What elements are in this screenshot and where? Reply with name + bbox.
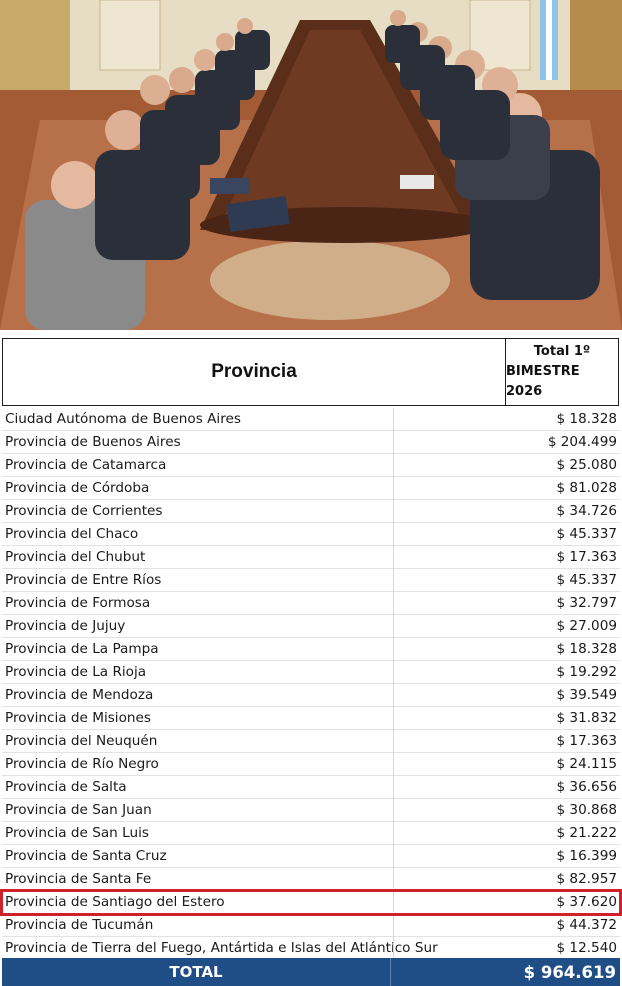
empty-cell [393,891,507,914]
empty-cell [393,523,507,546]
province-total: $ 45.337 [556,572,617,588]
table-body [2,408,620,960]
province-name: Provincia del Chaco [5,526,139,542]
province-total: $ 12.540 [556,940,617,956]
table-row [2,477,620,500]
empty-cell [393,546,507,569]
column-header-total-line2: BIMESTRE 2026 [506,364,580,399]
table-row [2,822,620,845]
total-value: $ 964.619 [523,962,616,982]
column-header-total [506,339,618,405]
table-row [2,500,620,523]
table-row [2,845,620,868]
empty-cell [393,431,507,454]
province-total: $ 45.337 [556,526,617,542]
empty-cell [393,569,507,592]
province-name: Provincia de Misiones [5,710,151,726]
table-row [2,753,620,776]
province-total: $ 36.656 [556,779,617,795]
province-total: $ 37.620 [556,894,617,910]
province-name: Provincia de Mendoza [5,687,154,703]
province-total: $ 30.868 [556,802,617,818]
province-total: $ 31.832 [556,710,617,726]
empty-cell [393,661,507,684]
province-name: Provincia de La Pampa [5,641,159,657]
empty-cell [393,408,507,431]
province-name: Provincia de Río Negro [5,756,159,772]
province-name: Provincia de Entre Ríos [5,572,162,588]
province-total: $ 19.292 [556,664,617,680]
province-name: Provincia del Neuquén [5,733,158,749]
province-total: $ 82.957 [556,871,617,887]
province-total: $ 17.363 [556,549,617,565]
table-row [2,592,620,615]
empty-cell [393,730,507,753]
empty-cell [393,638,507,661]
province-name: Provincia de Córdoba [5,480,150,496]
empty-cell [393,914,507,937]
table-row [2,776,620,799]
province-total: $ 81.028 [556,480,617,496]
province-name: Provincia de Santa Cruz [5,848,167,864]
province-total: $ 21.222 [556,825,617,841]
empty-cell [393,684,507,707]
table-row-highlighted [2,891,620,914]
coparticipation-table [0,336,622,986]
province-name: Ciudad Autónoma de Buenos Aires [5,411,241,427]
table-row [2,799,620,822]
table-row [2,569,620,592]
province-name: Provincia de Santiago del Estero [5,894,225,910]
province-total: $ 16.399 [556,848,617,864]
table-row [2,454,620,477]
province-name: Provincia de San Luis [5,825,149,841]
province-total: $ 27.009 [556,618,617,634]
province-name: Provincia de Buenos Aires [5,434,181,450]
empty-cell [393,477,507,500]
province-total: $ 24.115 [556,756,617,772]
province-name: Provincia de Santa Fe [5,871,152,887]
province-total: $ 34.726 [556,503,617,519]
empty-cell [393,937,507,960]
province-total: $ 44.372 [556,917,617,933]
province-name: Provincia de Corrientes [5,503,163,519]
empty-cell [393,868,507,891]
empty-cell [393,845,507,868]
province-total: $ 32.797 [556,595,617,611]
province-total: $ 18.328 [556,411,617,427]
table-row [2,868,620,891]
empty-cell [393,753,507,776]
meeting-photo-icon [0,0,622,330]
column-header-province: Provincia [3,339,506,405]
table-row [2,546,620,569]
table-row [2,707,620,730]
table-row [2,661,620,684]
table-row [2,730,620,753]
column-header-total-line1: Total 1º [533,344,591,359]
table-row [2,937,620,960]
total-label: TOTAL [169,963,223,981]
province-name: Provincia de Salta [5,779,127,795]
province-name: Provincia de San Juan [5,802,152,818]
table-row [2,615,620,638]
empty-cell [393,707,507,730]
table-row [2,408,620,431]
province-name: Provincia de Tierra del Fuego, Antártida e Islas del Atlántico Sur [5,940,438,956]
empty-cell [393,592,507,615]
province-total: $ 204.499 [547,434,617,450]
province-name: Provincia de Formosa [5,595,151,611]
empty-cell [393,822,507,845]
province-total: $ 25.080 [556,457,617,473]
meeting-photo [0,0,622,330]
province-total: $ 17.363 [556,733,617,749]
province-name: Provincia de Jujuy [5,618,126,634]
table-row [2,684,620,707]
empty-cell [393,615,507,638]
province-name: Provincia de Tucumán [5,917,154,933]
province-name: Provincia de La Rioja [5,664,147,680]
empty-cell [393,799,507,822]
total-row [2,958,620,986]
province-total: $ 18.328 [556,641,617,657]
empty-cell [393,500,507,523]
table-row [2,638,620,661]
table-header [2,338,619,406]
province-total: $ 39.549 [556,687,617,703]
province-name: Provincia del Chubut [5,549,146,565]
table-row [2,523,620,546]
province-name: Provincia de Catamarca [5,457,167,473]
empty-cell [393,454,507,477]
table-row [2,914,620,937]
empty-cell [393,776,507,799]
table-row [2,431,620,454]
